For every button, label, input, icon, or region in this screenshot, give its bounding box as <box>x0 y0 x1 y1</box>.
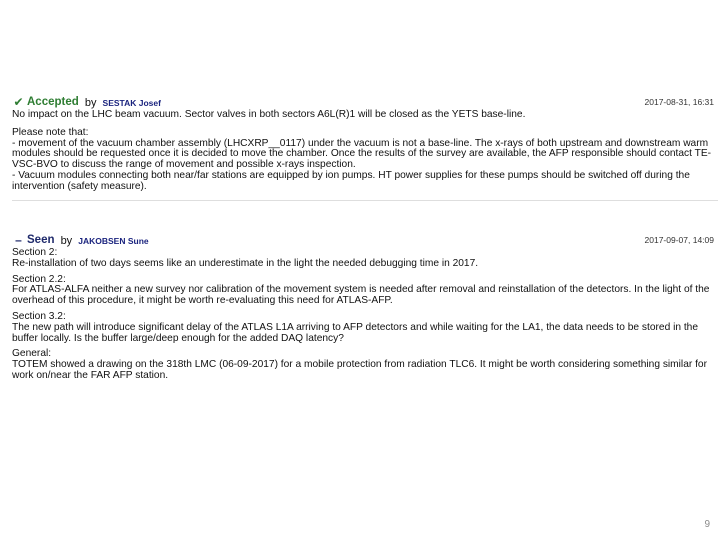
checkmark-icon: ✔ <box>13 95 24 109</box>
status-label: Accepted <box>27 96 79 108</box>
timestamp: 2017-09-07, 14:09 <box>644 235 714 245</box>
page-number: 9 <box>704 519 710 530</box>
author-link[interactable]: JAKOBSEN Sune <box>78 236 149 246</box>
section-heading: General: <box>12 348 52 360</box>
comment-line: Re-installation of two days seems like an underestimate in the light the needed debugging time in 2017. <box>12 257 479 269</box>
comment-line: TOTEM showed a drawing on the 318th LMC (06-09-2017) for a mobile protection from radiation TLC6. It might be worth considering something similar for work on/near the FAR AFP station. <box>12 359 707 381</box>
by-text: by <box>84 97 97 109</box>
comment-header <box>12 94 718 110</box>
comment-line: - Vacuum modules connecting both near/far stations are equipped by ion pumps. HT power supplies for these pumps should be switched off during the intervention (safety measure). <box>12 169 690 192</box>
comment-line: No impact on the LHC beam vacuum. Sector valves in both sectors A6L(R)1 will be closed as the YETS base-line. <box>12 109 526 120</box>
timestamp: 2017-08-31, 16:31 <box>644 97 714 107</box>
comment-line: Please note that: <box>12 126 89 138</box>
by-text: by <box>60 235 73 247</box>
comment-body <box>12 248 718 382</box>
section-heading: Section 2: <box>12 247 58 258</box>
comment-body <box>12 110 718 193</box>
comment-line: - movement of the vacuum chamber assembly (LHCXRP__0117) under the vacuum is not a base-line. The x-rays of both upstream and downstream warm modules should be requested once it is decided to move the chamber. Once the results of the survey are available, the AFP responsible should contact TE-VSC-BVO to discuss the range of movement and possible x-rays inspection. <box>12 137 712 171</box>
comment-line: For ATLAS-ALFA neither a new survey nor calibration of the movement system is needed after removal and reinstallation of the detectors. In the light of the overhead of this procedure, it might be worth re-evaluating this need for ATLAS-AFP. <box>12 284 710 307</box>
section-heading: Section 2.2: <box>12 273 66 285</box>
comment-accepted <box>12 94 718 201</box>
status <box>12 94 79 110</box>
author-link[interactable]: SESTAK Josef <box>102 98 161 108</box>
status <box>12 232 55 248</box>
section-heading: Section 3.2: <box>12 310 66 322</box>
dash-icon: – <box>15 233 22 247</box>
comment-seen <box>12 232 718 382</box>
status-label: Seen <box>27 234 55 246</box>
comment-header <box>12 232 718 248</box>
comment-line: The new path will introduce significant delay of the ATLAS L1A arriving to AFP detectors and while waiting for the LA1, the data needs to be stored in the buffer locally. Is the buffer large/deep enough for the added DAQ latency? <box>12 321 698 344</box>
